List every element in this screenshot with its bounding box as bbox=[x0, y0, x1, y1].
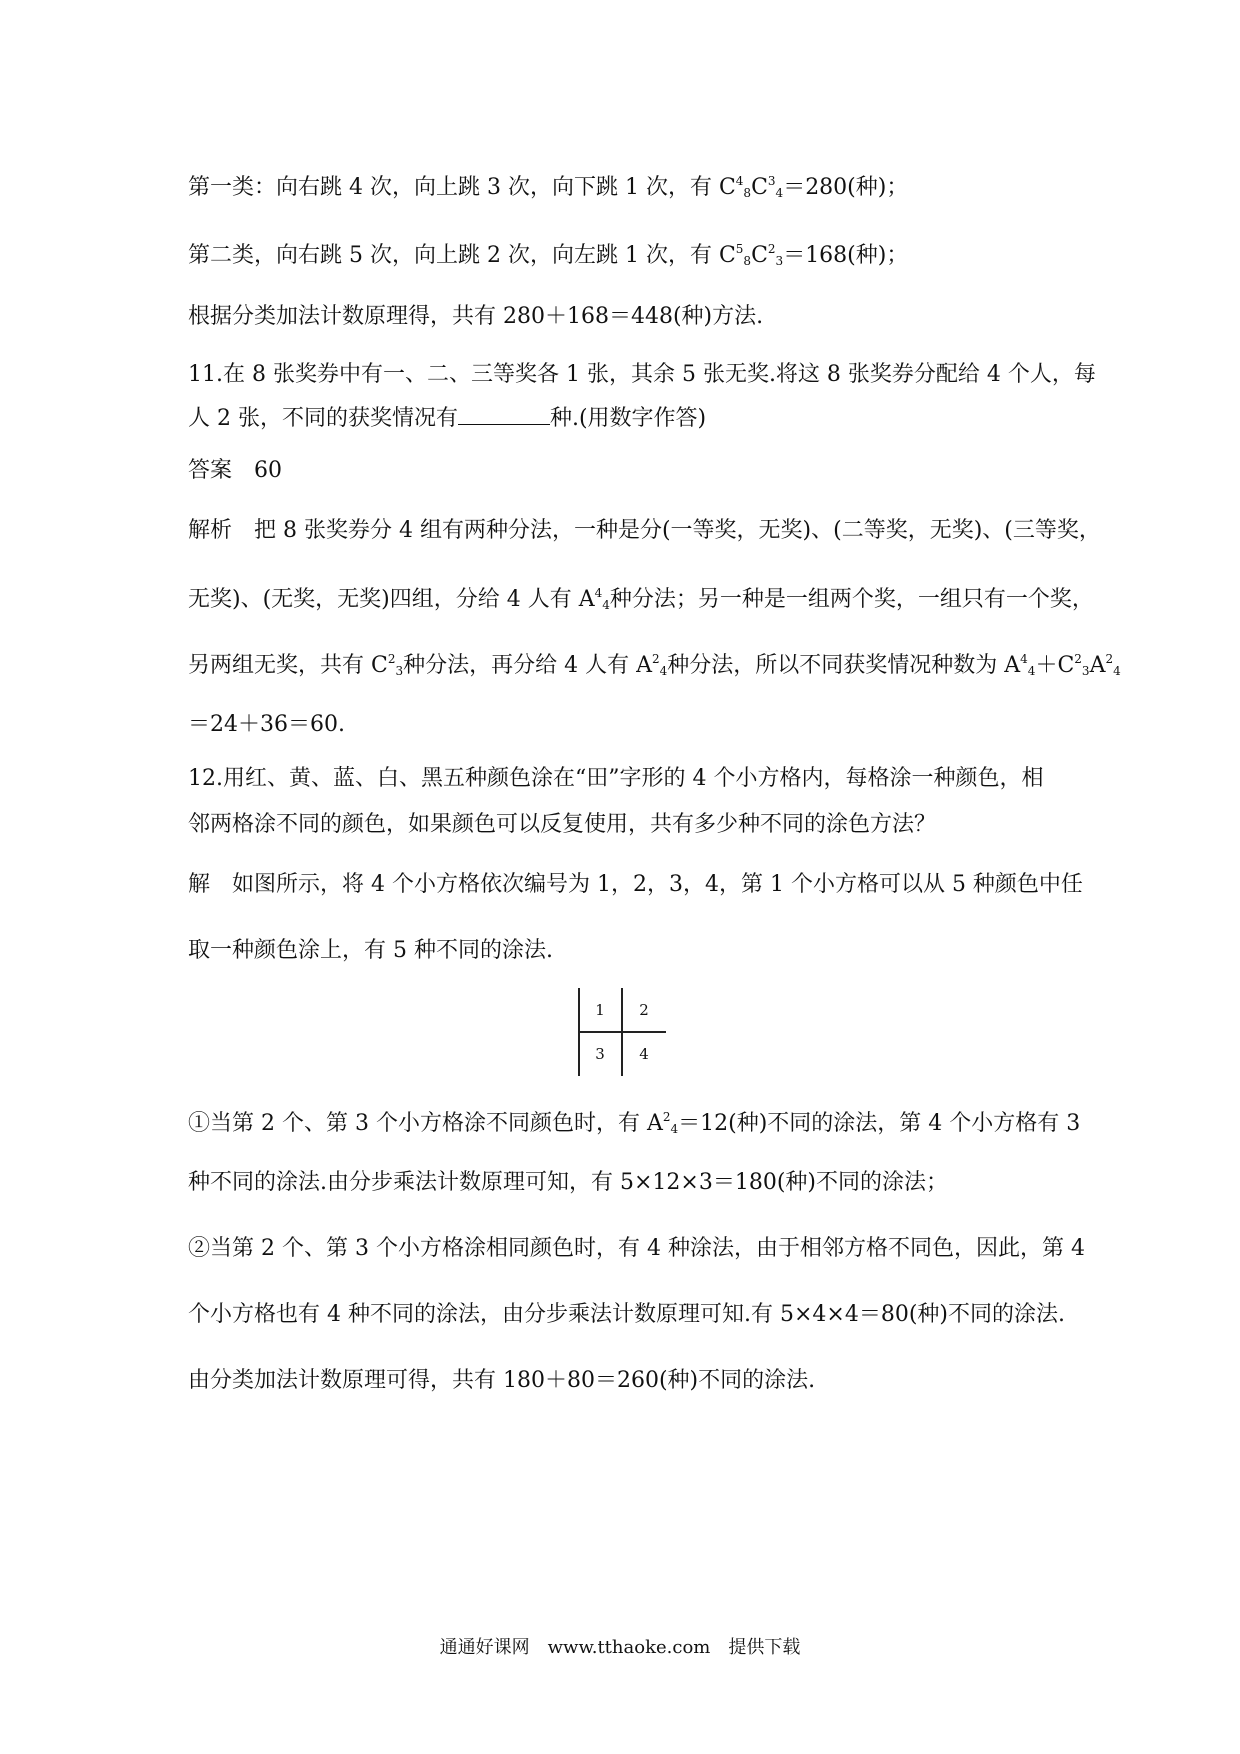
text-line-conclusion: 根据分类加法计数原理得，共有 280＋168＝448(种)方法. bbox=[188, 304, 764, 329]
answer-blank bbox=[458, 404, 550, 425]
case-1-line2: 种不同的涂法.由分步乘法计数原理可知，有 5×12×3＝180(种)不同的涂法； bbox=[188, 1170, 949, 1195]
question-11-line2: 人 2 张，不同的获奖情况有 种.(用数字作答) bbox=[188, 406, 707, 431]
case-2-line2: 个小方格也有 4 种不同的涂法，由分步乘法计数原理可知.有 5×4×4＝80(种)不同的涂法. bbox=[188, 1302, 1065, 1327]
tian-grid-figure bbox=[578, 988, 666, 1076]
case-2-line1: ②当第 2 个、第 3 个小方格涂相同颜色时，有 4 种涂法，由于相邻方格不同色，因此，第 4 bbox=[188, 1236, 1085, 1261]
question-12-line2: 邻两格涂不同的颜色，如果颜色可以反复使用，共有多少种不同的涂色方法？ bbox=[188, 812, 937, 837]
question-12-line1: 12.用红、黄、蓝、白、黑五种颜色涂在“田”字形的 4 个小方格内，每格涂一种颜色，相 bbox=[188, 766, 1044, 791]
grid-cell-1: 1 bbox=[595, 1001, 605, 1019]
solution-line2: 取一种颜色涂上，有 5 种不同的涂法. bbox=[188, 938, 553, 963]
grid-cell-4: 4 bbox=[639, 1045, 649, 1063]
grid-cell-2: 2 bbox=[639, 1001, 649, 1019]
text-line-case2: 第二类，向右跳 5 次，向上跳 2 次，向左跳 1 次，有 $C^5_8C^2_3=168$(种)； bbox=[188, 242, 909, 268]
explanation-line1: 解析 把 8 张奖券分 4 组有两种分法，一种是分(一等奖，无奖)、(二等奖，无奖)、(三等奖， bbox=[188, 518, 1101, 543]
question-11-line1: 11.在 8 张奖券中有一、二、三等奖各 1 张，其余 5 张无奖.将这 8 张奖券分配给 4 个人，每 bbox=[188, 362, 1096, 387]
answer-line: 答案 60 bbox=[188, 458, 282, 483]
case-1-line1: ①当第 2 个、第 3 个小方格涂不同颜色时，有 $A^2_4=12$(种)不同的涂法，第 4 个小方格有 3 bbox=[188, 1110, 1081, 1136]
explanation-line2: 无奖)、(无奖，无奖)四组，分给 4 人有 $A^4_4$种分法；另一种是一组两个奖，一组只有一个奖， bbox=[188, 586, 1094, 612]
explanation-line3: 另两组无奖，共有 $C^2_3$种分法，再分给 4 人有 $A^2_4$种分法，所以不同获奖情况种数为 $A^4_4+C^2_3A^2_4$ bbox=[188, 652, 1121, 678]
explanation-line4: ＝24＋36＝60. bbox=[188, 712, 345, 737]
text-line-case1: 第一类：向右跳 4 次，向上跳 3 次，向下跳 1 次，有 $C^4_8C^3_4=280$(种)； bbox=[188, 174, 909, 200]
solution-line1: 解 如图所示，将 4 个小方格依次编号为 1，2，3，4，第 1 个小方格可以从 5 种颜色中任 bbox=[188, 872, 1083, 897]
grid-cell-3: 3 bbox=[595, 1045, 605, 1063]
final-conclusion: 由分类加法计数原理可得，共有 180＋80＝260(种)不同的涂法. bbox=[188, 1368, 816, 1393]
footer-credit: 通通好课网 www.tthaoke.com 提供下载 bbox=[439, 1637, 801, 1658]
